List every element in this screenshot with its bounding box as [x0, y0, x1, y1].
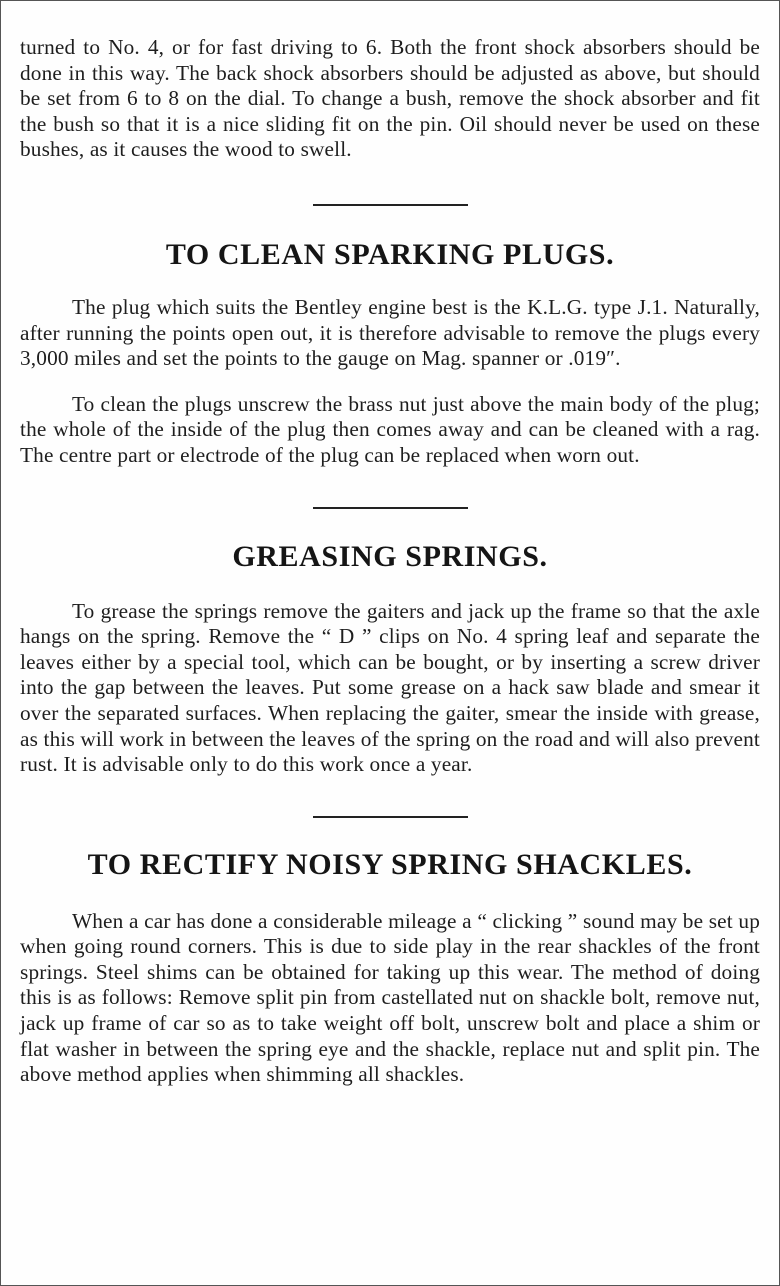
spring-shackles-heading: TO RECTIFY NOISY SPRING SHACKLES. — [87, 847, 693, 881]
sparking-plugs-heading: TO CLEAN SPARKING PLUGS. — [165, 237, 615, 271]
greasing-springs-paragraph: To grease the springs remove the gaiters and jack up the frame so that the axle hangs on the spring. Remove the “ D ” clips on No. 4 spring leaf and separate the leaves either by a special tool, which can be bought, or by inserting a screw driver into the gap between the leaves. Put some grease on a hack saw blade and smear it over the separated surfaces. When replacing the gaiter, smear the inside with grease, as this will work in between the leaves of the spring on the road and will also prevent rust. It is advisable only to do this work once a year. — [20, 598, 760, 777]
section-divider — [313, 507, 468, 509]
section-divider — [313, 204, 468, 206]
intro-paragraph: turned to No. 4, or for fast driving to 6. Both the front shock absorbers should be done in this way. The back shock absorbers should be adjusted as above, but should be set from 6 to 8 on the dial. To change a bush, remove the shock absorber and fit the bush so that it is a nice sliding fit on the pin. Oil should never be used on these bushes, as it causes the wood to swell. — [20, 35, 760, 162]
spring-shackles-paragraph: When a car has done a considerable mileage a “ clicking ” sound may be set up when going round corners. This is due to side play in the rear shackles of the front springs. Steel shims can be obtained for taking up this wear. The method of doing this is as follows: Remove split pin from castellated nut on shackle bolt, remove nut, jack up frame of car so as to take weight off bolt, unscrew bolt and place a shim or flat washer in between the spring eye and the shackle, replace nut and split pin. The above method applies when shimming all shackles. — [20, 908, 760, 1087]
sparking-plugs-paragraph-2: To clean the plugs unscrew the brass nut just above the main body of the plug; the whole of the inside of the plug then comes away and can be cleaned with a rag. The centre part or electrode of the plug can be replaced when worn out. — [20, 391, 760, 467]
section-divider — [313, 816, 468, 818]
greasing-springs-heading: GREASING SPRINGS. — [232, 539, 548, 573]
sparking-plugs-paragraph-1: The plug which suits the Bentley engine best is the K.L.G. type J.1. Naturally, after running the points open out, it is therefore advisable to remove the plugs every 3,000 miles and set the points to the gauge on Mag. spanner or .019″. — [20, 294, 760, 371]
